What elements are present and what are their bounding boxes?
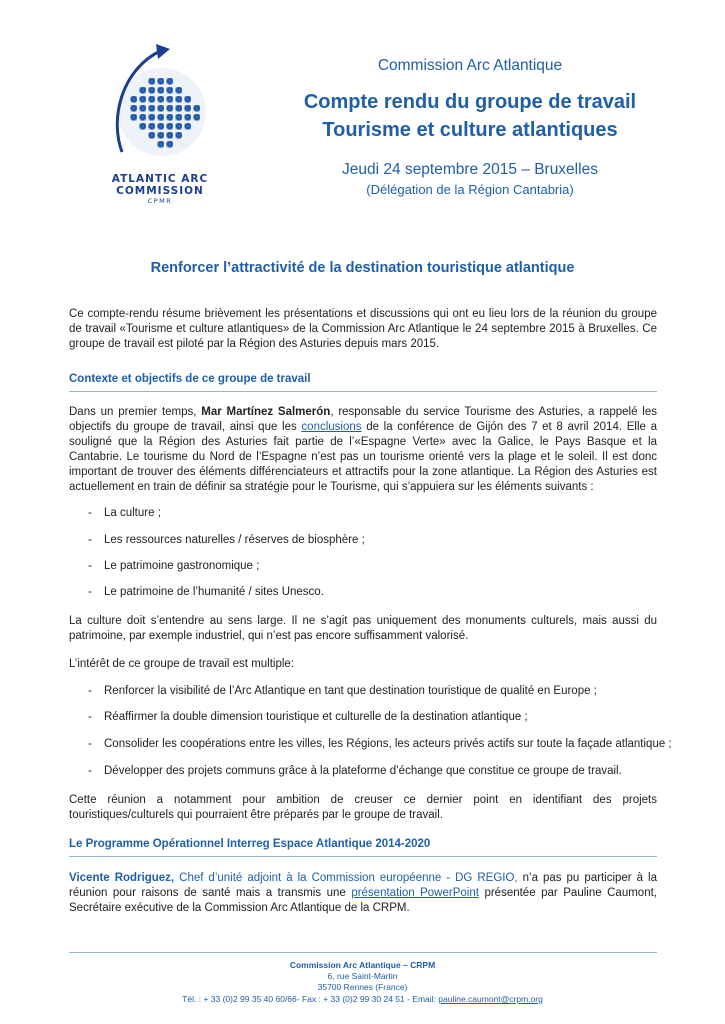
footer-phone-fax: Tél. : + 33 (0)2 99 35 40 60/66- Fax : + 33 (0)2 99 30 24 51 - Email:	[182, 994, 439, 1004]
footer-contact	[0, 994, 725, 1005]
speaker-role: Chef d’unité adjoint à la Commission européenne - DG REGIO,	[174, 872, 518, 884]
interreg-text-mid: n’a pas pu participer à la réunion pour raisons de santé mais a transmis une	[69, 872, 657, 899]
interreg-paragraph	[69, 871, 657, 916]
meeting-date: Jeudi 24 septembre 2015 – Bruxelles	[342, 161, 598, 178]
footer-org: Commission Arc Atlantique – CRPM	[289, 960, 436, 970]
conclusions-link[interactable]: conclusions	[301, 421, 362, 433]
context-text-start: Dans un premier temps,	[69, 406, 202, 418]
section-heading-interreg: Le Programme Opérationnel Interreg Espace Atlantique 2014-2020	[69, 838, 657, 857]
interest-paragraph: L’intérêt de ce groupe de travail est multiple:	[69, 658, 295, 670]
atlantic-arc-logo	[100, 40, 220, 210]
speaker-name: Vicente Rodriguez,	[69, 872, 175, 884]
footer-city: 35700 Rennes (France)	[317, 982, 408, 992]
logo-line-1: ATLANTIC ARC	[111, 173, 209, 185]
interreg-text-end: présentée par Pauline Caumont, Secrétaire exécutive de la Commission Arc Atlantique de la CRPM.	[69, 887, 657, 914]
ambition-paragraph: Cette réunion a notamment pour ambition de creuser ce dernier point en identifiant des projets touristiques/culturels qui pourraient être préparés par le groupe de travail.	[69, 794, 657, 821]
context-text-end: de la conférence de Gijón des 7 et 8 avril 2014. Elle a souligné que la Région des Asturies fait partie de l’«Espagne Verte» avec la Galice, le Pays Basque et la Cantabrie. Le tourisme du Nord de l’Espagne n’est pas un tourisme orienté vers la plage et le soleil. Il est donc important de trouver des éléments différenciateurs et attractifs pour la zone atlantique. La Région des Asturies est actuellement en train de définir sa stratégie pour le Tourisme, qui s’appuiera sur les éléments suivants :	[69, 421, 657, 493]
context-paragraph	[69, 405, 657, 495]
culture-paragraph: La culture doit s’entendre au sens large. Il ne s’agit pas uniquement des monuments culturels, mais aussi du patrimoine, par exemple industriel, qui n’est pas encore suffisamment valorisé.	[69, 615, 657, 642]
logo-line-3: CPMR	[147, 197, 173, 205]
delegation-note: (Délégation de la Région Cantabria)	[366, 182, 574, 197]
document-title-line-1: Compte rendu du groupe de travail	[303, 91, 637, 113]
context-text-mid: , responsable du service Tourisme des Asturies, a rappelé les objectifs du groupe de travail, ainsi que les	[69, 406, 657, 433]
section-heading-context: Contexte et objectifs de ce groupe de travail	[69, 373, 657, 392]
globe-arrow-logo-icon	[100, 40, 220, 170]
footer-divider	[69, 952, 657, 953]
section-subtitle: Renforcer l’attractivité de la destination touristique atlantique	[150, 260, 575, 276]
speaker-name: Mar Martínez Salmerón	[201, 406, 331, 418]
document-title-line-2: Tourisme et culture atlantiques	[322, 119, 618, 141]
logo-line-2: COMMISSION	[116, 185, 204, 197]
organization-name: Commission Arc Atlantique	[377, 57, 563, 74]
intro-paragraph: Ce compte-rendu résume brièvement les présentations et discussions qui ont eu lieu lors de la réunion du groupe de travail «Tourisme et culture atlantiques» de la Commission Arc Atlantique le 24 septembre 2015 à Bruxelles. Ce groupe de travail est piloté par la Région des Asturies depuis mars 2015.	[69, 308, 657, 350]
footer-street: 6, rue Saint-Martin	[327, 971, 398, 981]
powerpoint-link[interactable]: présentation PowerPoint	[351, 887, 479, 899]
footer-email-link[interactable]: pauline.caumont@crpm.org	[438, 994, 543, 1004]
